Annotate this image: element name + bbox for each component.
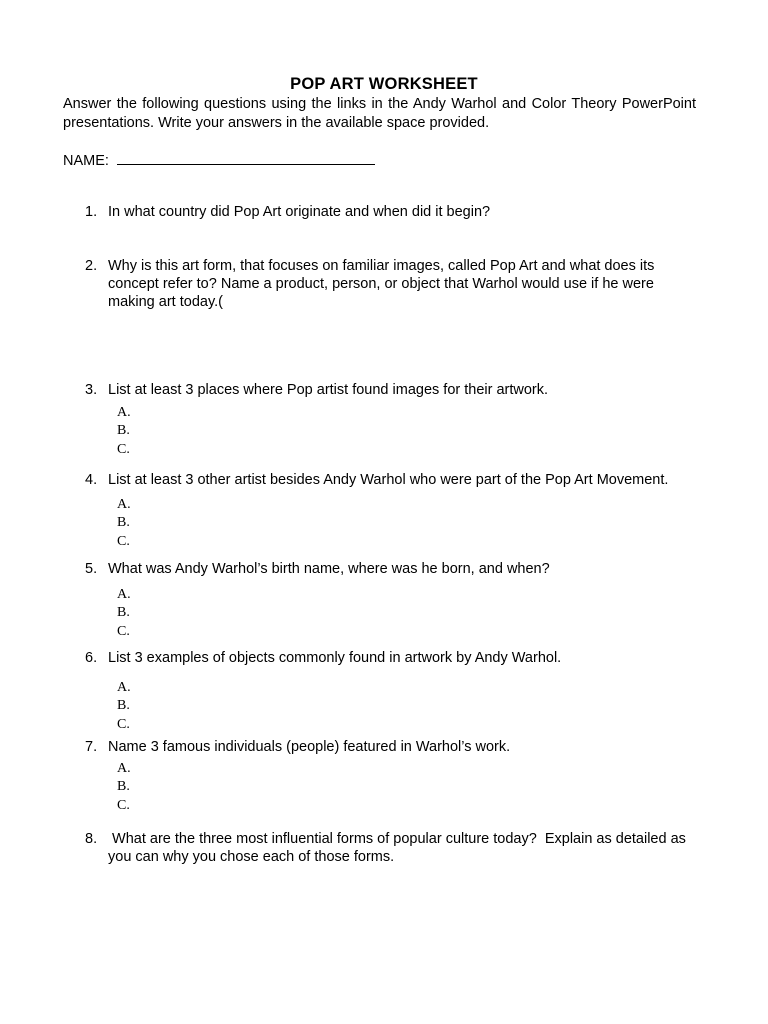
question-number: 1.: [85, 204, 98, 220]
question-number: 5.: [85, 561, 98, 577]
option-a: A.: [117, 680, 131, 695]
question-5: [85, 560, 695, 578]
question-2: [85, 257, 695, 311]
question-3: [85, 381, 695, 399]
option-a: A.: [117, 497, 131, 512]
question-7: [85, 738, 695, 756]
instructions: Answer the following questions using the links in the Andy Warhol and Color Theory PowerPoint presentations. Write your answers in the available space provided.: [63, 96, 696, 131]
option-c: C.: [117, 441, 130, 457]
question-text: Why is this art form, that focuses on familiar images, called Pop Art and what does its concept refer to? Name a product, person, or object that Warhol would use if he were making art today.(: [108, 258, 655, 310]
answer-options-5: [117, 586, 131, 641]
answer-options-4: [117, 496, 131, 551]
option-a: A.: [117, 761, 131, 776]
name-row: [63, 149, 375, 171]
question-number: 6.: [85, 650, 98, 666]
question-8: [85, 830, 695, 866]
question-text: List 3 examples of objects commonly found in artwork by Andy Warhol.: [108, 650, 562, 666]
option-c: C.: [117, 716, 130, 732]
question-text: List at least 3 other artist besides Andy Warhol who were part of the Pop Art Movement.: [108, 472, 669, 488]
option-c: C.: [117, 797, 130, 813]
question-number: 2.: [85, 258, 98, 274]
option-c: C.: [117, 623, 130, 639]
option-b: B.: [117, 779, 130, 795]
question-number: 8.: [85, 831, 98, 847]
option-a: A.: [117, 587, 131, 602]
option-b: B.: [117, 605, 130, 621]
answer-options-6: [117, 679, 131, 734]
question-text: What are the three most influential forms of popular culture today? Explain as detailed as you can why you chose each of those forms.: [108, 831, 690, 865]
option-b: B.: [117, 515, 130, 531]
name-blank-line[interactable]: [117, 149, 375, 165]
question-text: In what country did Pop Art originate and when did it begin?: [108, 204, 491, 220]
option-a: A.: [117, 405, 131, 420]
question-4: [85, 471, 695, 489]
question-6: [85, 649, 695, 667]
question-number: 3.: [85, 382, 98, 398]
question-1: [85, 203, 695, 221]
name-label: NAME:: [63, 153, 109, 169]
answer-options-7: [117, 760, 131, 815]
question-number: 7.: [85, 739, 98, 755]
option-b: B.: [117, 698, 130, 714]
answer-options-3: [117, 404, 131, 459]
option-b: B.: [117, 423, 130, 439]
worksheet-title: POP ART WORKSHEET: [290, 75, 478, 93]
question-text: Name 3 famous individuals (people) featured in Warhol’s work.: [108, 739, 511, 755]
question-number: 4.: [85, 472, 98, 488]
option-c: C.: [117, 533, 130, 549]
question-text: List at least 3 places where Pop artist found images for their artwork.: [108, 382, 549, 398]
question-text: What was Andy Warhol’s birth name, where was he born, and when?: [108, 561, 550, 577]
